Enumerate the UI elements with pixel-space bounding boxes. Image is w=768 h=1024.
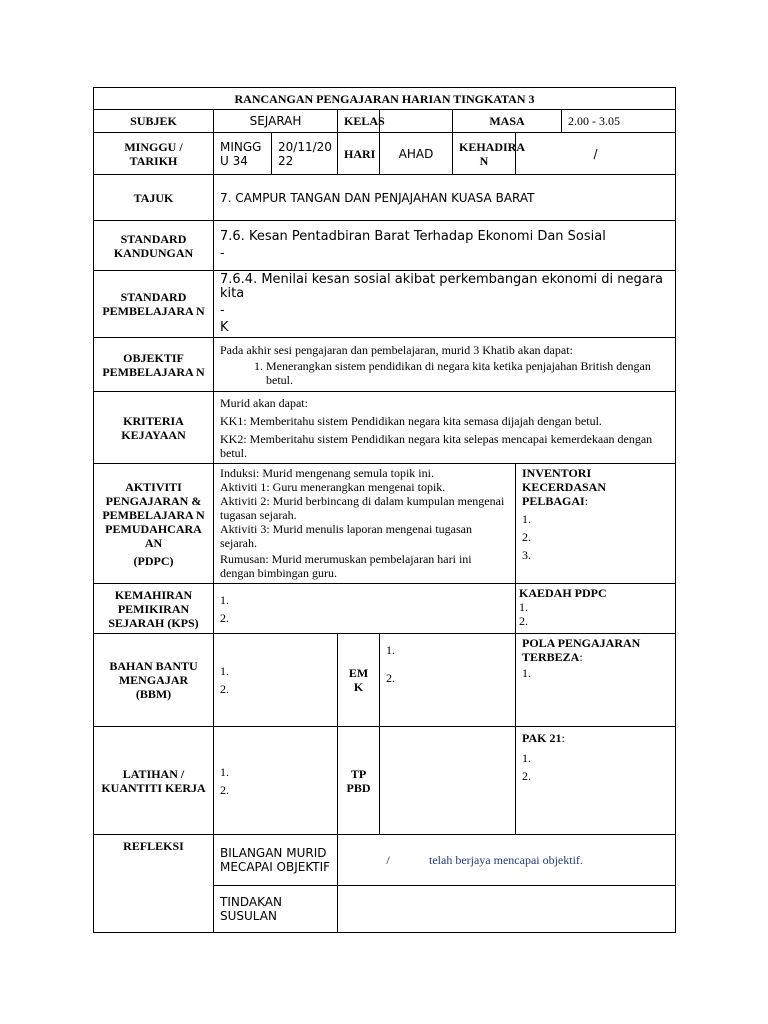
lesson-plan-table [93, 87, 676, 933]
bbm-cell [214, 634, 338, 727]
standard-kandungan-dash: - [220, 246, 225, 261]
hari-value: AHAD [380, 133, 453, 175]
aktiviti-line: Aktiviti 2: Murid berbincang di dalam kumpulan mengenai tugasan sejarah. [220, 494, 505, 522]
page-title: RANCANGAN PENGAJARAN HARIAN TINGKATAN 3 [94, 88, 676, 110]
pola-colon: : [579, 650, 583, 664]
kaedah-item: 1. [519, 600, 528, 614]
bbm-row [94, 634, 676, 727]
bbm-list [220, 662, 331, 698]
standard-pembelajaran-k: K [220, 320, 229, 335]
bilangan-label: BILANGAN MURID MECAPAI OBJEKTIF [214, 835, 338, 886]
standard-pembelajaran-value: 7.6.4. Menilai kesan sosial akibat perkembangan ekonomi di negara kita [220, 272, 664, 301]
emk-item: 1. [386, 643, 395, 657]
pak-label: PAK 21 [522, 731, 562, 745]
objektif-cell [214, 338, 676, 392]
pak-item: 2. [522, 769, 531, 783]
aktiviti-label-cell [94, 464, 214, 584]
objektif-label: OBJEKTIF PEMBELAJARA N [94, 338, 214, 392]
kriteria-row [94, 392, 676, 464]
inventori-item: 3. [522, 548, 531, 562]
tp-pbd-label: TP PBD [338, 727, 380, 835]
kaedah-item: 2. [519, 614, 528, 628]
tindakan-value [338, 886, 676, 933]
masa-label: MASA [453, 110, 562, 133]
aktiviti-row [94, 464, 676, 584]
emk-label: EM K [338, 634, 380, 727]
aktiviti-label: AKTIVITI PENGAJARAN & PEMBELAJARA N PEMUDAHCARA AN [102, 479, 205, 550]
standard-kandungan-value: 7.6. Kesan Pentadbiran Barat Terhadap Ekonomi Dan Sosial [220, 229, 606, 244]
tp-pbd-value [380, 727, 516, 835]
inventori-heading [522, 466, 669, 508]
tajuk-value: 7. CAMPUR TANGAN DAN PENJAJAHAN KUASA BARAT [214, 175, 676, 221]
emk-cell [380, 634, 516, 727]
kehadiran-label: KEHADIRA N [453, 133, 516, 175]
refleksi-label: REFLEKSI [94, 835, 214, 933]
aktiviti-line: Aktiviti 3: Murid menulis laporan mengenai tugasan sejarah. [220, 522, 472, 550]
latihan-item: 1. [220, 764, 229, 779]
bilangan-slash: / [386, 853, 390, 867]
inventori-item: 2. [522, 530, 531, 544]
subjek-value: SEJARAH [214, 110, 338, 133]
pak-cell [516, 727, 676, 835]
bilangan-text: telah berjaya mencapai objektif. [429, 853, 583, 867]
kps-item: 1. [220, 592, 229, 607]
pola-label: POLA PENGAJARAN TERBEZA [522, 636, 641, 664]
aktiviti-cell [214, 464, 516, 584]
aktiviti-line: Induksi: Murid mengenang semula topik ini. [220, 466, 434, 480]
kriteria-kk1: KK1: Memberitahu sistem Pendidikan negara kita semasa dijajah dengan betul. [220, 413, 602, 428]
pola-heading [522, 636, 669, 664]
objektif-item: 1. Menerangkan sistem pendidikan di negara kita ketika penjajahan British dengan betul. [266, 359, 669, 387]
bilangan-cell [338, 835, 676, 886]
minggu-label: MINGGU / TARIKH [94, 133, 214, 175]
aktiviti-line: Aktiviti 1: Guru menerangkan mengenai topik. [220, 480, 446, 494]
kps-row [94, 584, 676, 634]
aktiviti-label-pdpc: (PDPC) [133, 553, 174, 568]
aktiviti-rumusan: Rumusan: Murid merumuskan pembelajaran hari ini dengan bimbingan guru. [220, 552, 472, 580]
hari-label: HARI [338, 133, 380, 175]
latihan-list [220, 763, 331, 799]
latihan-cell [214, 727, 338, 835]
pak-list [522, 749, 669, 785]
subjek-label: SUBJEK [94, 110, 214, 133]
kelas-label: KELAS [338, 110, 380, 133]
week-row [94, 133, 676, 175]
pak-heading [522, 731, 669, 745]
pola-item: 1. [522, 666, 531, 680]
objektif-intro: Pada akhir sesi pengajaran dan pembelajaran, murid 3 Khatib akan dapat: [220, 342, 573, 357]
tajuk-label: TAJUK [94, 175, 214, 221]
subject-row [94, 110, 676, 133]
kriteria-label: KRITERIA KEJAYAAN [94, 392, 214, 464]
refleksi-row [94, 835, 676, 886]
standard-pembelajaran-row [94, 271, 676, 338]
bbm-label: BAHAN BANTU MENGAJAR (BBM) [94, 634, 214, 727]
kriteria-cell [214, 392, 676, 464]
kaedah-label: KAEDAH PDPC [519, 586, 607, 600]
objektif-list [220, 359, 669, 387]
objektif-row [94, 338, 676, 392]
bbm-item: 1. [220, 664, 229, 678]
tajuk-row [94, 175, 676, 221]
kelas-value [380, 110, 453, 133]
pola-cell [516, 634, 676, 727]
title-row [94, 88, 676, 110]
kps-list [220, 591, 509, 627]
inventori-cell [516, 464, 676, 584]
inventori-colon: : [584, 494, 589, 508]
kps-item: 2. [220, 610, 229, 625]
inventori-list [522, 510, 669, 564]
minggu-value: MINGG U 34 [214, 133, 272, 175]
standard-pembelajaran-cell [214, 271, 676, 338]
tindakan-label: TINDAKAN SUSULAN [214, 886, 338, 933]
standard-pembelajaran-label: STANDARD PEMBELAJARA N [94, 271, 214, 338]
standard-kandungan-label: STANDARD KANDUNGAN [94, 221, 214, 271]
bbm-item: 2. [220, 682, 229, 696]
standard-kandungan-cell [214, 221, 676, 271]
kps-cell [214, 584, 516, 634]
kriteria-intro: Murid akan dapat: [220, 395, 308, 410]
tarikh-value: 20/11/20 22 [272, 133, 338, 175]
inventori-label: INVENTORI KECERDASAN PELBAGAI [522, 466, 607, 508]
kehadiran-value: / [516, 133, 676, 175]
latihan-label: LATIHAN / KUANTITI KERJA [94, 727, 214, 835]
kaedah-cell [516, 584, 676, 634]
standard-pembelajaran-dash: - [220, 303, 225, 318]
latihan-row [94, 727, 676, 835]
emk-item: 2. [386, 671, 395, 685]
masa-value: 2.00 - 3.05 [562, 110, 676, 133]
pak-colon: : [561, 731, 565, 745]
latihan-item: 2. [220, 782, 229, 797]
inventori-item: 1. [522, 512, 531, 526]
kriteria-kk2: KK2: Memberitahu sistem Pendidikan negara kita selepas mencapai kemerdekaan dengan betul. [220, 431, 653, 460]
standard-kandungan-row [94, 221, 676, 271]
kps-label: KEMAHIRAN PEMIKIRAN SEJARAH (KPS) [94, 584, 214, 634]
pak-item: 1. [522, 751, 531, 765]
